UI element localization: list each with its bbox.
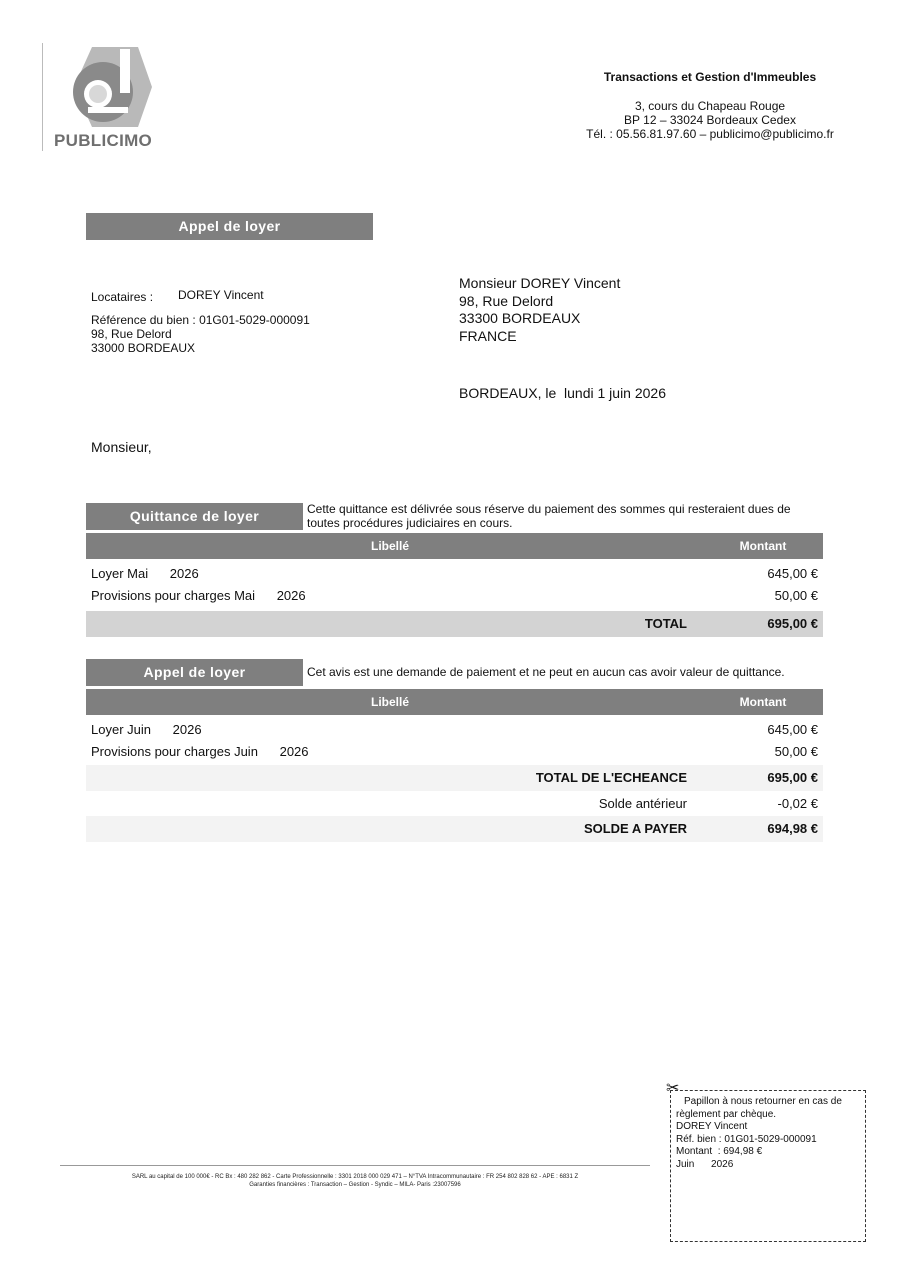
company-address-line2: BP 12 – 33024 Bordeaux Cedex bbox=[624, 113, 796, 127]
total-echeance-amount: 695,00 € bbox=[767, 770, 818, 785]
tenant-name: DOREY Vincent bbox=[178, 288, 264, 302]
footer-line2: Garanties financières : Transaction – Gestion - Syndic – MILA- Paris :23007596 bbox=[249, 1182, 461, 1188]
col-montant: Montant bbox=[739, 695, 787, 709]
row-amount: 50,00 € bbox=[774, 744, 818, 759]
row-label: Loyer Juin 2026 bbox=[91, 722, 202, 737]
recipient-city: 33300 BORDEAUX bbox=[459, 310, 581, 326]
document-title: Appel de loyer bbox=[86, 213, 373, 240]
recipient-street: 98, Rue Delord bbox=[459, 292, 554, 309]
recipient-name: Monsieur DOREY Vincent bbox=[459, 275, 621, 291]
appel-note: Cet avis est une demande de paiement et ne peut en aucun cas avoir valeur de quittance. bbox=[307, 665, 785, 679]
solde-anterieur-label: Solde antérieur bbox=[598, 796, 687, 811]
tenant-block bbox=[91, 313, 310, 355]
total-echeance-label: TOTAL DE L'ECHEANCE bbox=[535, 770, 687, 785]
row-label: Provisions pour charges Juin 2026 bbox=[91, 744, 309, 759]
appel-table-header bbox=[86, 689, 823, 715]
table-row bbox=[86, 741, 823, 763]
footer-line1: SARL au capital de 100 000€ - RC Bx : 480 282 862 - Carte Professionnelle : 3301 2018 000 029 471 – N°TVA Intracommunautaire : FR 254 802 828 62 - APE : 6831 Z bbox=[131, 1174, 579, 1180]
recipient-country: FRANCE bbox=[459, 327, 517, 344]
table-row bbox=[86, 585, 823, 607]
solde-anterieur-amount: -0,02 € bbox=[777, 796, 818, 811]
solde-anterieur-row bbox=[86, 791, 823, 817]
coupon-name: DOREY Vincent bbox=[676, 1121, 748, 1132]
scissors-icon: ✂ bbox=[666, 1080, 680, 1097]
total-amount: 695,00 € bbox=[767, 616, 818, 631]
solde-payer-label: SOLDE A PAYER bbox=[583, 821, 687, 836]
company-address-line1: 3, cours du Chapeau Rouge bbox=[634, 99, 786, 113]
table-row bbox=[86, 719, 823, 741]
salutation: Monsieur, bbox=[91, 439, 152, 455]
company-header bbox=[560, 70, 860, 141]
col-libelle: Libellé bbox=[370, 695, 409, 709]
footer-divider bbox=[60, 1165, 650, 1166]
date-line: BORDEAUX, le lundi 1 juin 2026 bbox=[459, 385, 666, 401]
total-label: TOTAL bbox=[644, 616, 687, 631]
appel-title: Appel de loyer bbox=[86, 659, 303, 686]
quittance-note: Cette quittance est délivrée sous réserve du paiement des sommes qui resteraient dues de toutes procédures judiciaires en cours. bbox=[307, 502, 791, 530]
legal-footer bbox=[60, 1173, 650, 1189]
property-reference: Référence du bien : 01G01-5029-000091 bbox=[91, 313, 310, 327]
coupon-period: Juin 2026 bbox=[676, 1158, 734, 1170]
coupon-instructions: Papillon à nous retourner en cas de règlement par chèque. bbox=[676, 1096, 842, 1120]
quittance-title: Quittance de loyer bbox=[86, 503, 303, 530]
company-title: Transactions et Gestion d'Immeubles bbox=[603, 70, 817, 84]
property-city: 33000 BORDEAUX bbox=[91, 341, 196, 355]
solde-payer-row bbox=[86, 816, 823, 842]
row-amount: 645,00 € bbox=[767, 566, 818, 581]
recipient-address bbox=[459, 275, 620, 345]
logo-text: PUBLICIMO bbox=[54, 131, 153, 150]
company-contact: Tél. : 05.56.81.97.60 – publicimo@publicimo.fr bbox=[586, 127, 834, 141]
table-row bbox=[86, 563, 823, 585]
col-montant: Montant bbox=[739, 539, 787, 553]
quittance-total-row bbox=[86, 611, 823, 637]
publicimo-logo-icon bbox=[60, 45, 155, 130]
logo-divider bbox=[42, 43, 43, 151]
row-amount: 645,00 € bbox=[767, 722, 818, 737]
coupon-ref: Réf. bien : 01G01-5029-000091 bbox=[676, 1133, 817, 1145]
row-label: Provisions pour charges Mai 2026 bbox=[91, 588, 306, 603]
row-label: Loyer Mai 2026 bbox=[91, 566, 199, 581]
tenant-label: Locataires : bbox=[91, 290, 154, 304]
property-street: 98, Rue Delord bbox=[91, 327, 172, 341]
total-echeance-row bbox=[86, 765, 823, 791]
quittance-table-header bbox=[86, 533, 823, 559]
solde-payer-amount: 694,98 € bbox=[767, 821, 818, 836]
coupon-amount: Montant : 694,98 € bbox=[676, 1146, 763, 1157]
row-amount: 50,00 € bbox=[774, 588, 818, 603]
coupon-text bbox=[676, 1096, 861, 1171]
col-libelle: Libellé bbox=[370, 539, 409, 553]
